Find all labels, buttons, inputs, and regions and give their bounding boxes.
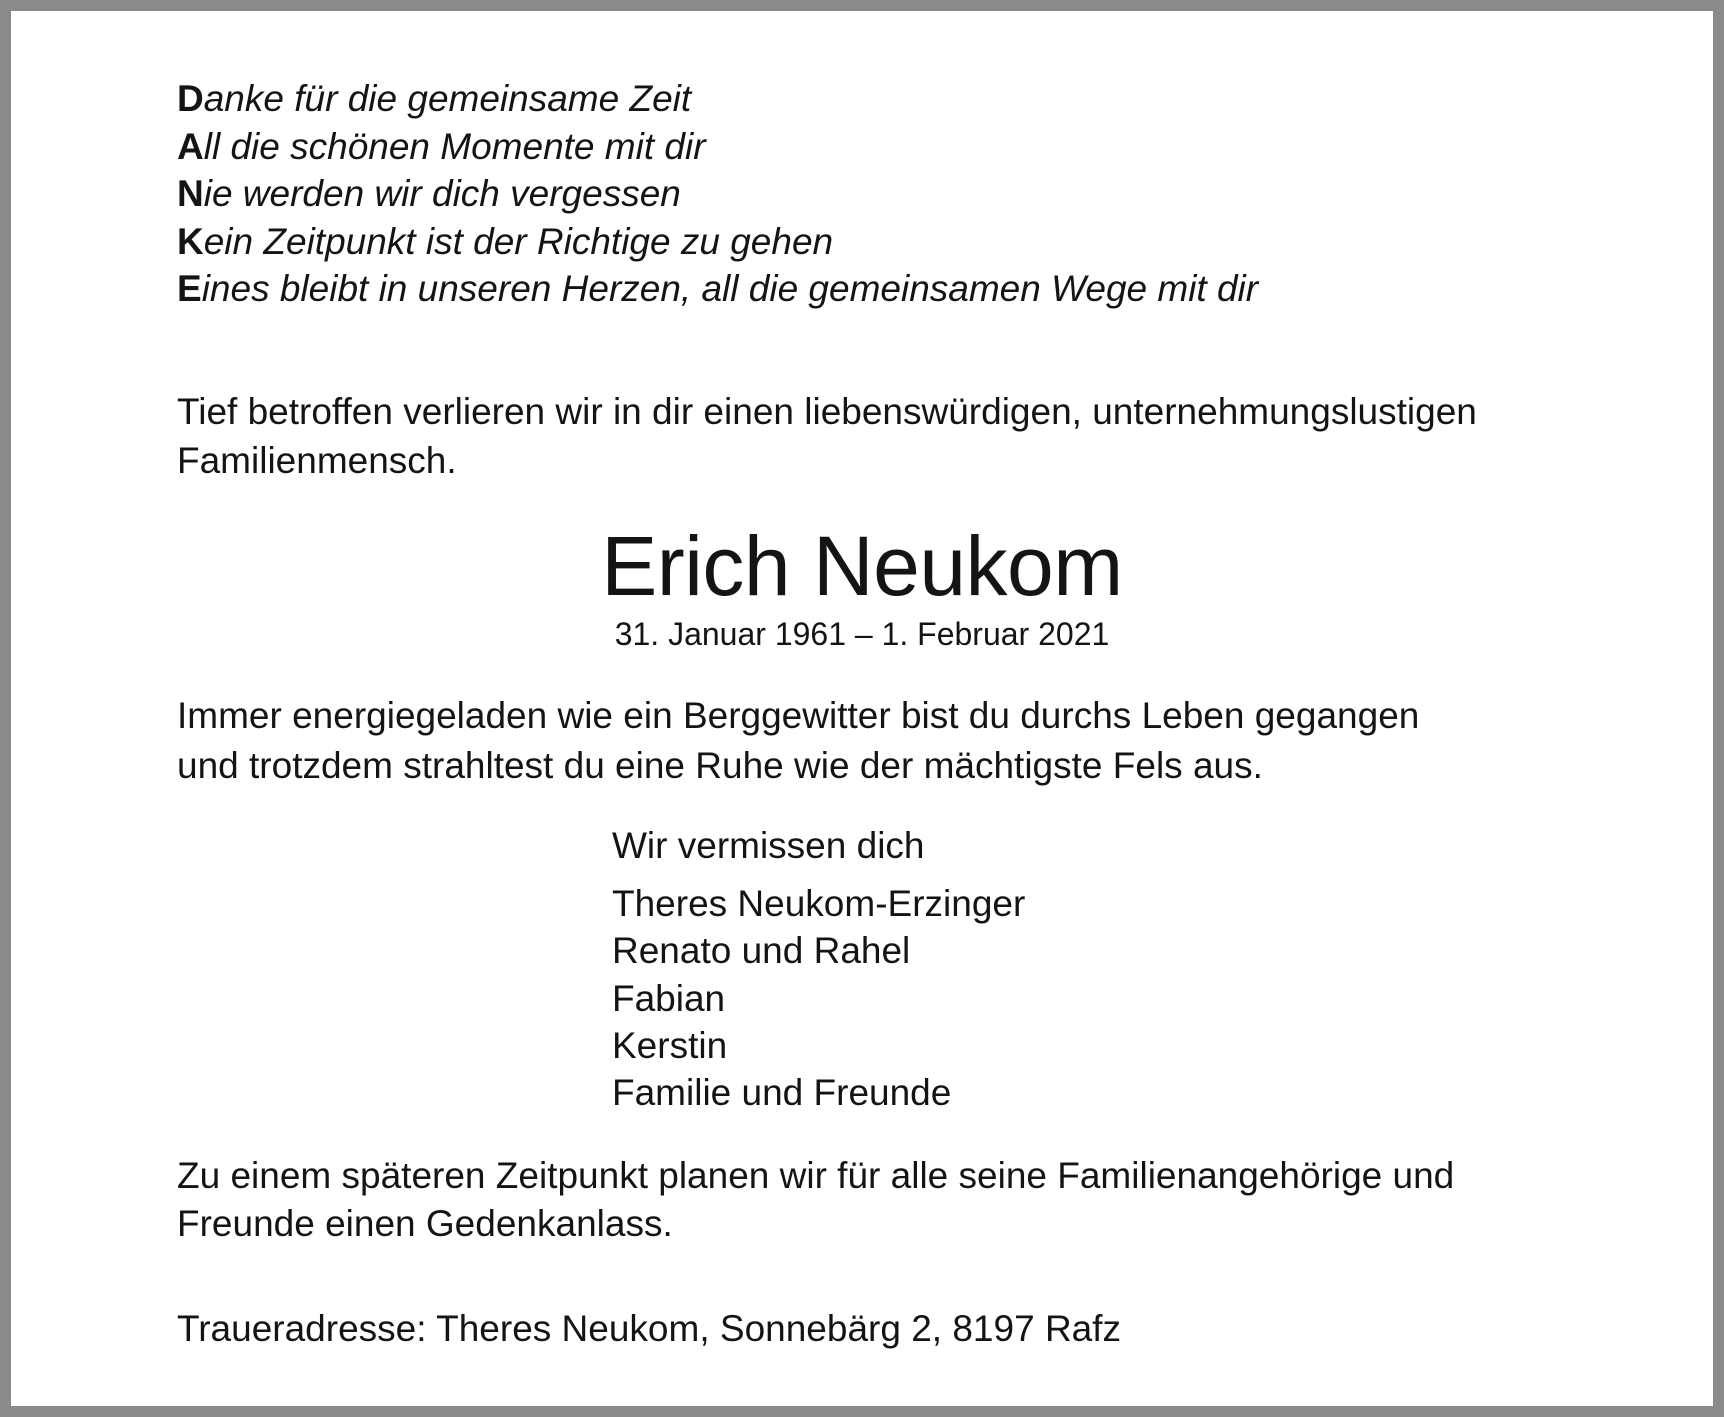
intro-line: Familienmensch. <box>177 440 457 481</box>
memorial-line: Freunde einen Gedenkanlass. <box>177 1203 673 1244</box>
memorial-line: Zu einem späteren Zeitpunkt planen wir für alle seine Familienangehörige und <box>177 1155 1455 1196</box>
acrostic-initial: E <box>177 268 202 309</box>
acrostic-poem <box>177 75 1258 313</box>
mourner: Kerstin <box>612 1024 728 1066</box>
mourning-address: Traueradresse: Theres Neukom, Sonnebärg 2, 8197 Rafz <box>177 1308 1122 1349</box>
acrostic-initial: K <box>177 220 204 262</box>
acrostic-text: ines bleibt in unseren Herzen, all die gemeinsamen Wege mit dir <box>201 268 1259 309</box>
tribute-paragraph <box>177 691 1419 791</box>
acrostic-line <box>177 218 1258 266</box>
mourner: Familie und Freunde <box>612 1072 952 1114</box>
acrostic-text: anke für die gemeinsame Zeit <box>203 78 692 119</box>
intro-line: Tief betroffen verlieren wir in dir einen liebenswürdigen, unternehmungslustigen <box>177 391 1477 432</box>
acrostic-text: ein Zeitpunkt ist der Richtige zu gehen <box>203 220 834 262</box>
acrostic-initial: N <box>177 173 204 214</box>
memorial-notice <box>177 1152 1454 1248</box>
deceased-name: Erich Neukom <box>601 519 1123 613</box>
acrostic-text: ie werden wir dich vergessen <box>203 173 681 214</box>
obituary-page <box>11 11 1713 1406</box>
acrostic-line <box>177 265 1258 313</box>
acrostic-line <box>177 170 1258 218</box>
life-dates: 31. Januar 1961 – 1. Februar 2021 <box>614 616 1110 652</box>
acrostic-initial: D <box>177 78 204 119</box>
mourner: Renato und Rahel <box>612 930 911 972</box>
acrostic-initial: A <box>177 125 204 167</box>
mourner: Fabian <box>612 977 726 1019</box>
mourner: Theres Neukom-Erzinger <box>612 883 1026 924</box>
tribute-line: und trotzdem strahltest du eine Ruhe wie der mächtigste Fels aus. <box>177 745 1263 786</box>
tribute-line: Immer energiegeladen wie ein Berggewitter bist du durchs Leben gegangen <box>177 695 1420 736</box>
farewell-line: Wir vermissen dich <box>612 825 925 866</box>
intro-paragraph <box>177 387 1477 485</box>
mourners-list <box>612 880 1025 1116</box>
acrostic-text: ll die schönen Momente mit dir <box>203 125 706 167</box>
acrostic-line <box>177 123 1258 171</box>
acrostic-line <box>177 75 1258 123</box>
